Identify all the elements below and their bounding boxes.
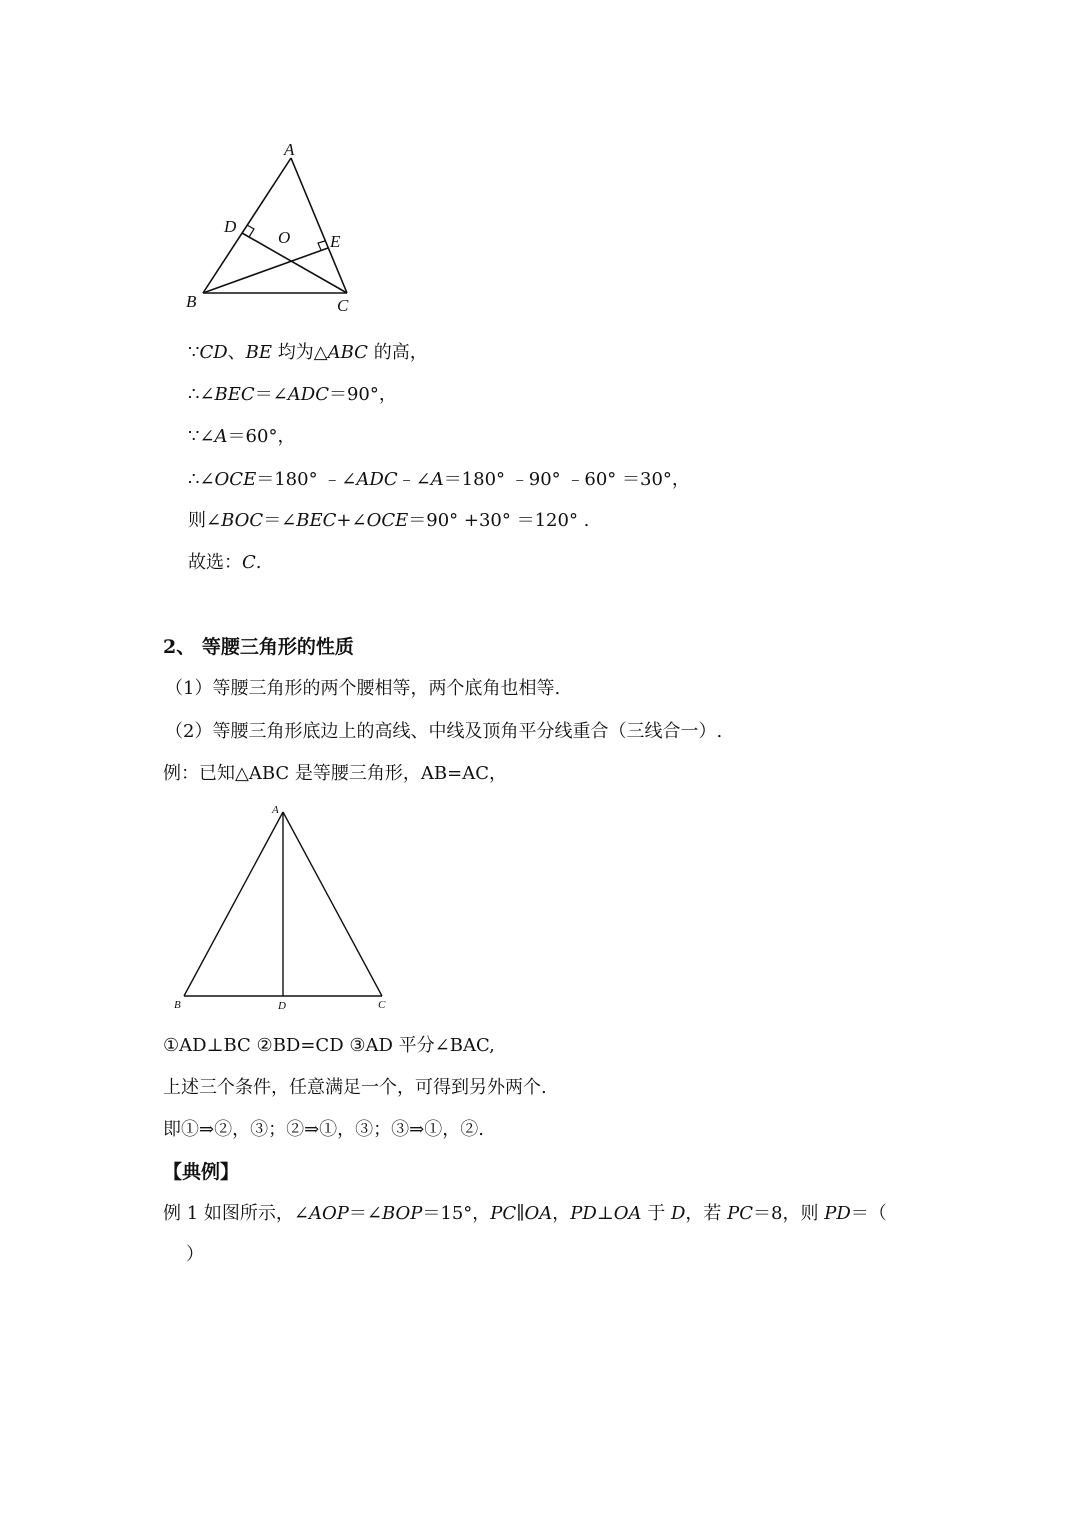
text: A — [430, 469, 444, 490]
proof-line-5 — [188, 509, 589, 533]
side-ab — [184, 812, 283, 996]
text: ⊥ — [596, 1203, 614, 1224]
text: . — [255, 552, 262, 573]
text: ＝∠ — [254, 384, 288, 405]
conditions-line: ①AD⊥BC ②BD=CD ③AD 平分∠BAC, — [163, 1035, 495, 1056]
text: ＝∠ — [348, 1203, 382, 1224]
conditions-note: 上述三个条件，任意满足一个，可得到另外两个. — [163, 1077, 547, 1098]
text: ∴∠ — [188, 384, 215, 405]
property-2: （2）等腰三角形底边上的高线、中线及顶角平分线重合（三线合一）. — [165, 721, 723, 742]
text: BE — [245, 342, 273, 363]
label-d: D — [224, 217, 237, 236]
text: ADC — [356, 469, 398, 490]
text: +∠ — [336, 510, 367, 531]
text: ＝8，则 — [753, 1203, 825, 1224]
text: ∵ — [188, 342, 200, 363]
text: BOC — [221, 510, 264, 531]
section-heading: 2、 等腰三角形的性质 — [163, 636, 354, 658]
property-1: （1）等腰三角形的两个腰相等，两个底角也相等. — [165, 678, 561, 699]
side-ac — [291, 158, 347, 293]
proof-line-1 — [188, 341, 428, 365]
text: OCE — [214, 469, 257, 490]
text: BEC — [214, 384, 255, 405]
example-1-question — [163, 1202, 887, 1226]
typical-example-title: 【典例】 — [163, 1161, 240, 1183]
text: ＝180° ﹣∠ — [256, 469, 357, 490]
label-d: D — [278, 1000, 286, 1012]
text: ＝15°， — [422, 1203, 491, 1224]
proof-answer — [188, 551, 262, 575]
text: PC — [727, 1203, 754, 1224]
text: D — [670, 1203, 686, 1224]
text: 的高， — [367, 342, 428, 363]
side-ac — [283, 812, 382, 996]
text: ＝90° +30° ＝120° . — [408, 510, 590, 531]
altitude-be — [203, 248, 328, 293]
text: OCE — [366, 510, 409, 531]
text: AOP — [308, 1203, 349, 1224]
text: OA — [524, 1203, 553, 1224]
text: PC — [490, 1203, 517, 1224]
example-1-answer-bracket: ） — [186, 1244, 204, 1265]
text: ∥ — [516, 1203, 525, 1224]
text: 例 1 如图所示，∠ — [163, 1203, 309, 1224]
text: CD — [199, 342, 228, 363]
figure-isosceles-triangle — [168, 800, 398, 1015]
label-o: O — [278, 228, 291, 247]
label-b: B — [174, 999, 181, 1011]
proof-line-2 — [188, 383, 397, 407]
text: ABC — [327, 342, 368, 363]
text: C — [242, 552, 256, 573]
label-c: C — [378, 999, 386, 1011]
text: ，若 — [685, 1203, 728, 1224]
label-e: E — [330, 232, 341, 251]
text: ＝180° ﹣90° ﹣60° ＝30°， — [443, 469, 690, 490]
text: ADC — [287, 384, 329, 405]
text: BOP — [381, 1203, 423, 1224]
text: ﹣∠ — [397, 469, 431, 490]
text: ＝60°， — [227, 426, 296, 447]
label-c: C — [337, 296, 349, 315]
text: ∴∠ — [188, 469, 215, 490]
text: 故选： — [188, 552, 242, 573]
right-angle-mark-d — [247, 225, 254, 237]
text: PD — [570, 1203, 597, 1224]
text: A — [214, 426, 228, 447]
label-a: A — [272, 804, 279, 816]
conditions-implication: 即①⇒②，③；②⇒①，③；③⇒①，②. — [163, 1119, 484, 1140]
text: 均为△ — [272, 342, 328, 363]
text: 、 — [227, 342, 246, 363]
text: ＝90°， — [328, 384, 397, 405]
figure-triangle-altitudes — [180, 135, 370, 320]
text: ， — [552, 1203, 571, 1224]
text: ∵∠ — [188, 426, 215, 447]
text: 则∠ — [188, 510, 222, 531]
text: BEC — [296, 510, 337, 531]
text: PD — [824, 1203, 851, 1224]
proof-line-3 — [188, 425, 295, 449]
text: 于 — [641, 1203, 671, 1224]
example-intro: 例：已知△ABC 是等腰三角形，AB=AC， — [163, 763, 507, 784]
proof-line-4 — [188, 468, 690, 492]
label-a: A — [284, 140, 295, 159]
text: OA — [613, 1203, 642, 1224]
label-b: B — [186, 292, 197, 311]
text: ＝∠ — [263, 510, 297, 531]
text: ＝（ — [850, 1203, 887, 1224]
